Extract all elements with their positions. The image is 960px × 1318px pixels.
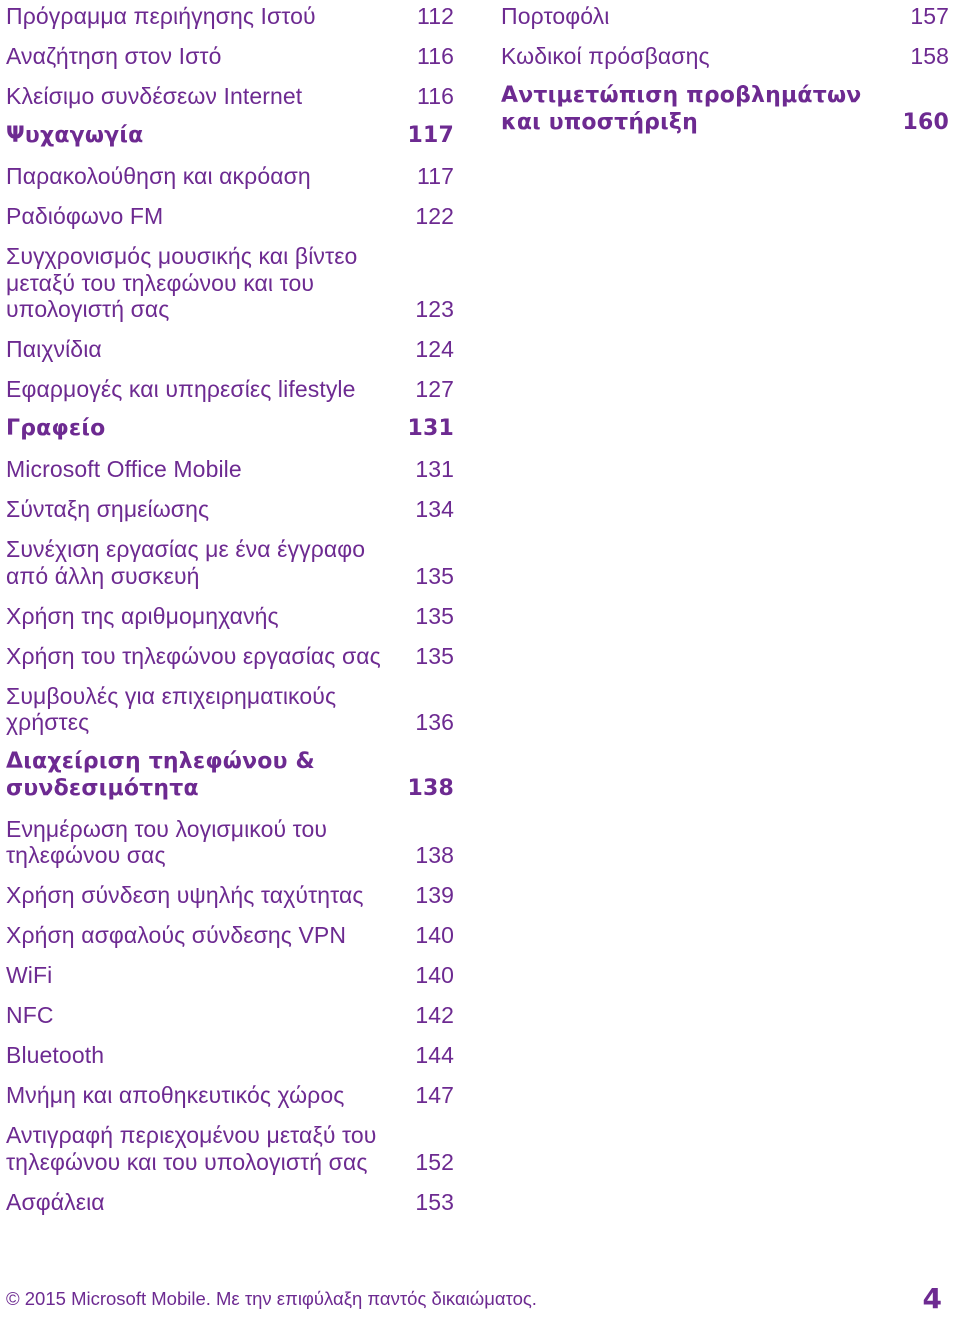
toc-entry-title: Συγχρονισμός μουσικής και βίντεο μεταξύ του τηλεφώνου και του υπολογιστή σας [6, 242, 358, 323]
toc-section-entry[interactable] [6, 123, 454, 150]
toc-entry[interactable] [6, 376, 454, 403]
toc-entry[interactable] [6, 1002, 454, 1029]
toc-entry-title: Αντιμετώπιση προβλημάτων και υποστήριξη [501, 82, 862, 135]
toc-entry-page-number: 122 [415, 202, 454, 229]
toc-entry[interactable] [6, 456, 454, 483]
toc-entry[interactable] [6, 3, 454, 30]
toc-entry-page-number: 134 [415, 496, 454, 523]
toc-entry-title: Κλείσιμο συνδέσεων Internet [6, 82, 303, 109]
toc-entry-page-number: 152 [415, 1148, 454, 1175]
toc-entry-title: Παρακολούθηση και ακρόαση [6, 162, 311, 189]
toc-entry-page-number: 123 [415, 296, 454, 323]
toc-entry[interactable] [6, 922, 454, 949]
toc-entry-page-number: 138 [407, 775, 454, 801]
toc-entry-page-number: 144 [415, 1042, 454, 1069]
toc-entry-page-number: 160 [902, 109, 949, 135]
toc-entry-page-number: 153 [415, 1188, 454, 1215]
toc-entry-page-number: 116 [417, 42, 454, 69]
toc-entry-title: Bluetooth [6, 1042, 105, 1069]
toc-entry[interactable] [6, 163, 454, 190]
toc-entry-page-number: 116 [417, 82, 454, 109]
toc-entry-title: Ψυχαγωγία [6, 122, 144, 148]
toc-entry-title: Σύνταξη σημείωσης [6, 496, 210, 523]
toc-entry-title: Χρήση ασφαλούς σύνδεσης VPN [6, 922, 347, 949]
toc-section-entry[interactable] [6, 416, 454, 443]
toc-entry-title: NFC [6, 1002, 54, 1029]
toc-entry-page-number: 140 [415, 922, 454, 949]
toc-entry-page-number: 135 [415, 602, 454, 629]
toc-entry-title: Κωδικοί πρόσβασης [501, 42, 710, 69]
toc-entry-title: Αναζήτηση στον Ιστό [6, 42, 222, 69]
toc-entry[interactable] [6, 882, 454, 909]
toc-entry[interactable] [6, 683, 454, 736]
toc-entry-title: Ενημέρωση του λογισμικού του τηλεφώνου σας [6, 815, 328, 869]
toc-entry-title: Μνήμη και αποθηκευτικός χώρος [6, 1082, 345, 1109]
toc-section-entry[interactable] [501, 83, 949, 136]
toc-entry[interactable] [6, 1042, 454, 1069]
page-footer [6, 1282, 942, 1315]
toc-entry[interactable] [6, 536, 454, 589]
toc-entry-page-number: 142 [415, 1002, 454, 1029]
toc-entry-title: Ασφάλεια [6, 1188, 105, 1215]
toc-entry[interactable] [501, 43, 949, 70]
toc-entry[interactable] [6, 243, 454, 323]
toc-left-column [6, 3, 454, 1229]
toc-entry-page-number: 131 [415, 456, 454, 483]
toc-entry-page-number: 158 [910, 42, 949, 69]
toc-entry-page-number: 147 [415, 1082, 454, 1109]
toc-entry[interactable] [6, 83, 454, 110]
toc-entry-title: WiFi [6, 962, 53, 989]
toc-entry-title: Microsoft Office Mobile [6, 456, 242, 483]
toc-entry-page-number: 140 [415, 962, 454, 989]
toc-entry-title: Συμβουλές για επιχειρηματικούς χρήστες [6, 682, 337, 736]
toc-entry[interactable] [6, 603, 454, 630]
toc-entry-title: Γραφείο [6, 416, 106, 442]
toc-entry[interactable] [6, 1189, 454, 1216]
toc-entry-title: Χρήση της αριθμομηχανής [6, 602, 279, 629]
toc-entry-title: Αντιγραφή περιεχομένου μεταξύ του τηλεφώνου και του υπολογιστή σας [6, 1122, 377, 1175]
toc-entry-title: Χρήση του τηλεφώνου εργασίας σας [6, 642, 381, 669]
toc-entry[interactable] [6, 203, 454, 230]
toc-entry-page-number: 131 [407, 416, 454, 442]
toc-entry[interactable] [501, 3, 949, 30]
toc-entry[interactable] [6, 962, 454, 989]
toc-entry[interactable] [6, 336, 454, 363]
toc-entry-page-number: 135 [415, 642, 454, 669]
toc-entry-page-number: 124 [415, 336, 454, 363]
toc-entry-page-number: 138 [415, 842, 454, 869]
toc-section-entry[interactable] [6, 749, 454, 802]
toc-right-column [501, 3, 949, 150]
toc-entry-title: Συνέχιση εργασίας με ένα έγγραφο από άλλη συσκευή [6, 536, 366, 589]
toc-entry-page-number: 127 [415, 376, 454, 403]
toc-entry-page-number: 157 [910, 3, 949, 29]
toc-entry-page-number: 112 [417, 3, 454, 29]
copyright-notice: © 2015 Microsoft Mobile. Με την επιφύλαξη παντός δικαιώματος. [6, 1287, 537, 1309]
toc-entry-page-number: 139 [415, 882, 454, 909]
toc-entry-title: Παιχνίδια [6, 336, 102, 363]
toc-entry[interactable] [6, 643, 454, 670]
toc-entry-page-number: 136 [415, 709, 454, 736]
toc-entry-title: Χρήση σύνδεση υψηλής ταχύτητας [6, 882, 364, 909]
toc-entry[interactable] [6, 496, 454, 523]
toc-entry-title: Εφαρμογές και υπηρεσίες lifestyle [6, 376, 356, 403]
toc-entry-title: Ραδιόφωνο FM [6, 202, 164, 229]
toc-entry[interactable] [6, 43, 454, 70]
toc-entry-title: Διαχείριση τηλεφώνου & συνδεσιμότητα [6, 749, 315, 801]
toc-entry-page-number: 135 [415, 562, 454, 589]
toc-entry-title: Πορτοφόλι [501, 3, 610, 29]
toc-entry-title: Πρόγραμμα περιήγησης Ιστού [6, 3, 316, 29]
toc-entry[interactable] [6, 1122, 454, 1175]
toc-entry-page-number: 117 [407, 122, 454, 148]
toc-entry[interactable] [6, 1082, 454, 1109]
page-number: 4 [922, 1282, 942, 1315]
toc-entry[interactable] [6, 816, 454, 869]
toc-entry-page-number: 117 [417, 162, 454, 189]
